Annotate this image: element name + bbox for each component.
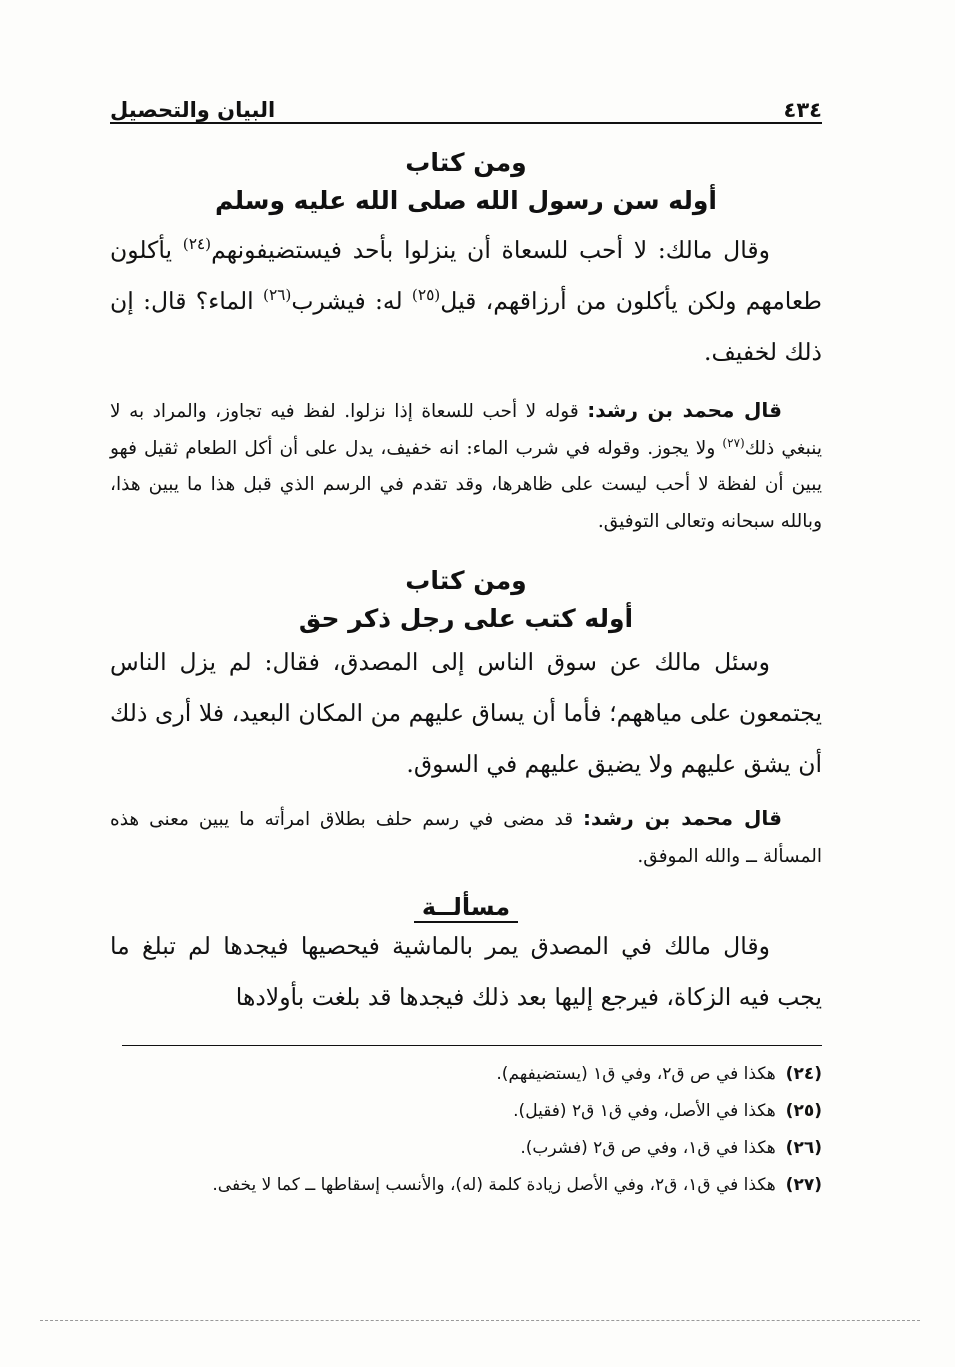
footnote-number: (٢٧) — [785, 1175, 822, 1195]
text-run: الماء؟ قال: إن ذلك لخفيف. — [110, 287, 822, 366]
footnote-ref-25: (٢٥) — [411, 286, 441, 305]
section-subheading-1: أوله سن رسول الله صلى الله عليه وسلم — [215, 185, 717, 215]
footnote-24 — [110, 1056, 822, 1093]
footnote-25 — [110, 1093, 822, 1130]
section-heading-1: ومن كتاب — [405, 148, 527, 177]
footnote-number: (٢٥) — [785, 1101, 822, 1121]
text-run: وقال مالك في المصدق يمر بالماشية فيحصيها فيجدها لم تبلغ ما يجب فيه الزكاة، فيرجع إليها بعد ذلك فيجدها قد بلغت بأولادها — [110, 932, 822, 1011]
footnote-separator — [122, 1045, 822, 1046]
footnote-26 — [110, 1130, 822, 1167]
masala-heading — [110, 893, 822, 921]
masala-label: مسألــة — [414, 893, 518, 923]
text-run: وقال مالك: لا أحب للسعاة أن ينزلوا بأحد فيستضيفونهم — [211, 236, 770, 264]
page-header — [110, 82, 822, 124]
main-paragraph-1 — [110, 225, 822, 378]
footnotes — [110, 1056, 822, 1204]
text-run: له: فيشرب — [291, 287, 412, 315]
scan-edge-line — [40, 1320, 920, 1321]
footnote-text: هكذا في ق١، وفي ص ق٢ (فشرب). — [520, 1138, 776, 1158]
main-paragraph-3 — [110, 921, 822, 1023]
commentary-paragraph-2 — [110, 800, 822, 875]
main-paragraph-2 — [110, 637, 822, 790]
section-subheading-2: أوله كتب على رجل ذكر حق — [298, 603, 634, 633]
footnote-number: (٢٤) — [785, 1064, 822, 1084]
page-number: ٤٣٤ — [783, 98, 822, 122]
commentary-paragraph-1 — [110, 392, 822, 540]
footnote-number: (٢٦) — [785, 1138, 822, 1158]
text-run: وسئل مالك عن سوق الناس إلى المصدق، فقال: لم يزل الناس يجتمعون على مياههم؛ فأما أن يساق عليهم من المكان البعيد، فلا أرى ذلك أن يشق عليهم ولا يضيق عليهم في السوق. — [110, 648, 822, 778]
text-run: قد مضى في رسم حلف بطلاق امرأته ما يبين معنى هذه المسألة ــ والله الموفق. — [110, 809, 822, 867]
text-run: قوله لا أحب للسعاة إذا نزلوا. لفظ فيه تجاوز، والمراد به لا ينبغي ذلك — [110, 401, 822, 459]
footnote-ref-27: (٢٧) — [722, 435, 745, 450]
running-title: البيان والتحصيل — [110, 98, 276, 122]
footnote-27 — [110, 1167, 822, 1204]
commentary-lead: قال محمد بن رشد: — [587, 398, 782, 422]
commentary-lead: قال محمد بن رشد: — [582, 806, 782, 830]
book-page — [110, 82, 822, 1204]
footnote-text: هكذا في ص ق٢، وفي ق١ (يستضيفهم). — [496, 1064, 776, 1084]
section-heading-2: ومن كتاب — [405, 566, 527, 595]
text-run: ولا يجوز. وقوله في شرب الماء: انه خفيف، يدل على أن أكل الطعام ثقيل فهو يبين أن لفظة لا أحب ليست على ظاهرها، وقد تقدم في الرسم الذي قبل هذا ما يبين هذا، وبالله سبحانه وتعالى التوفيق. — [110, 437, 822, 532]
footnote-text: هكذا في ق١، ق٢، وفي الأصل زيادة كلمة (له)، والأنسب إسقاطها ــ كما لا يخفى. — [212, 1175, 776, 1195]
footnote-ref-26: (٢٦) — [262, 286, 292, 305]
footnote-ref-24: (٢٤) — [182, 235, 212, 254]
footnote-text: هكذا في الأصل، وفي ق١ ق٢ (فقيل). — [513, 1101, 776, 1121]
text-run: يأكلون طعامهم ولكن يأكلون من أرزاقهم، قيل — [110, 236, 822, 315]
